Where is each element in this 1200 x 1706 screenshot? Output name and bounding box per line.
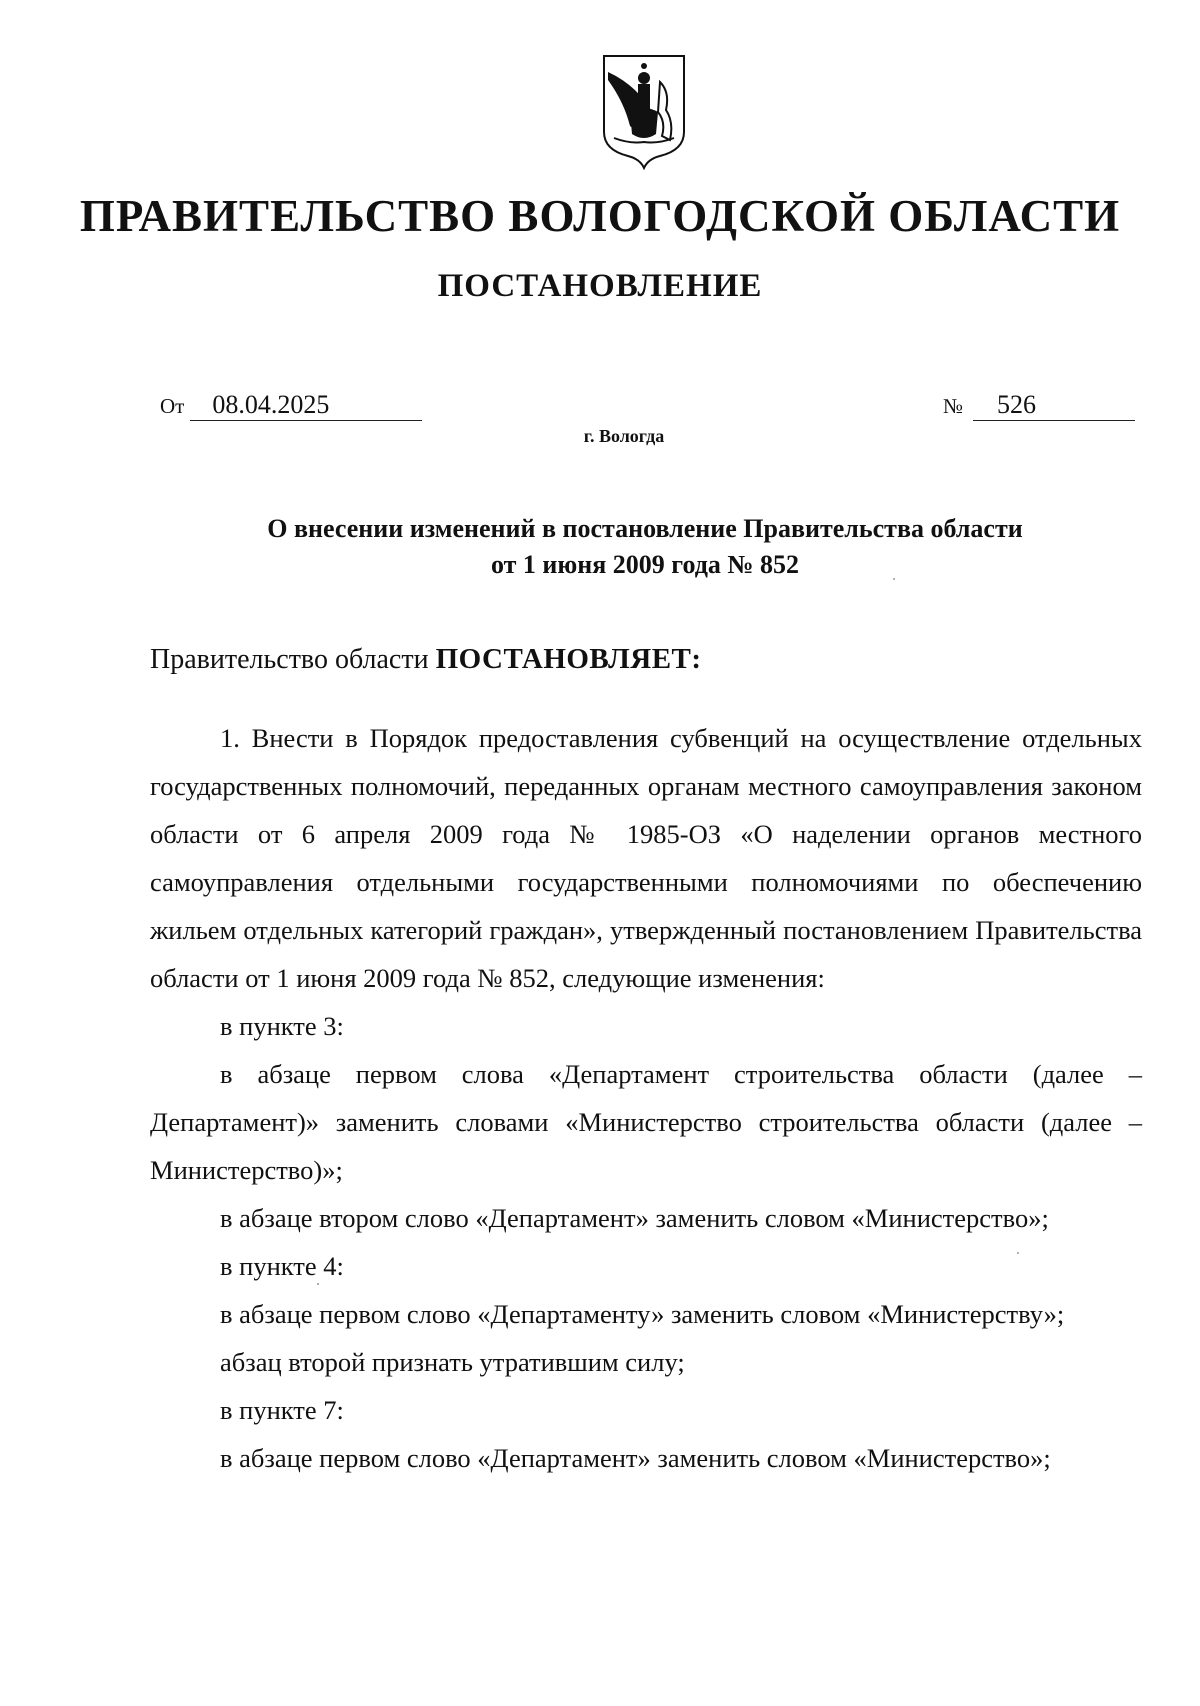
preamble-text: Правительство области <box>150 644 436 675</box>
subject-line-1: О внесении изменений в постановление Правительства области <box>267 514 1023 543</box>
paragraph-5: в пункте 4: <box>220 1251 344 1281</box>
paragraph-8: в пункте 7: <box>220 1395 344 1425</box>
scan-speck <box>1017 1252 1019 1254</box>
date-label: От <box>160 394 185 418</box>
document-date: 08.04.2025 <box>190 392 422 421</box>
document-type: ПОСТАНОВЛЕНИЕ <box>437 268 763 304</box>
scan-speck <box>893 578 895 580</box>
subject-line-2: от 1 июня 2009 года № 852 <box>490 550 799 579</box>
paragraph-1: 1. Внести в Порядок предоставления субвенций на осуществление отдельных государственных полномочий, переданных органам местного самоуправления законом области от 6 апреля 2009 года № 1985-ОЗ «О наделении органов местного самоуправления отдельными государственными полномочиями по обеспечению жильем отдельных категорий граждан», утвержденный постановлением Правительства области от 1 июня 2009 года № 852, следующие изменения: <box>150 723 1142 993</box>
paragraph-6: в абзаце первом слово «Департаменту» заменить словом «Министерству»; <box>220 1299 1065 1329</box>
paragraph-4: в абзаце втором слово «Департамент» заменить словом «Министерство»; <box>220 1203 1049 1233</box>
coat-of-arms-icon <box>600 52 688 170</box>
number-label: № <box>943 394 964 418</box>
scan-speck <box>317 1283 319 1285</box>
preamble-emphasis: ПОСТАНОВЛЯЕТ: <box>435 643 702 675</box>
paragraph-3: в абзаце первом слова «Департамент строительства области (далее – Департамент)» заменить словами «Министерство строительства области (далее – Министерство)»; <box>150 1059 1142 1185</box>
paragraph-2: в пункте 3: <box>220 1011 344 1041</box>
government-title: ПРАВИТЕЛЬСТВО ВОЛОГОДСКОЙ ОБЛАСТИ <box>79 191 1121 241</box>
document-body <box>150 714 1142 1482</box>
paragraph-7: абзац второй признать утратившим силу; <box>220 1347 685 1377</box>
number-block <box>943 392 1135 421</box>
preamble <box>150 643 702 676</box>
document-number: 526 <box>973 392 1135 421</box>
document-subject <box>150 511 1140 583</box>
city: г. Вологда <box>583 426 665 446</box>
paragraph-9: в абзаце первом слово «Департамент» заменить словом «Министерство»; <box>220 1443 1051 1473</box>
date-block <box>160 392 422 421</box>
